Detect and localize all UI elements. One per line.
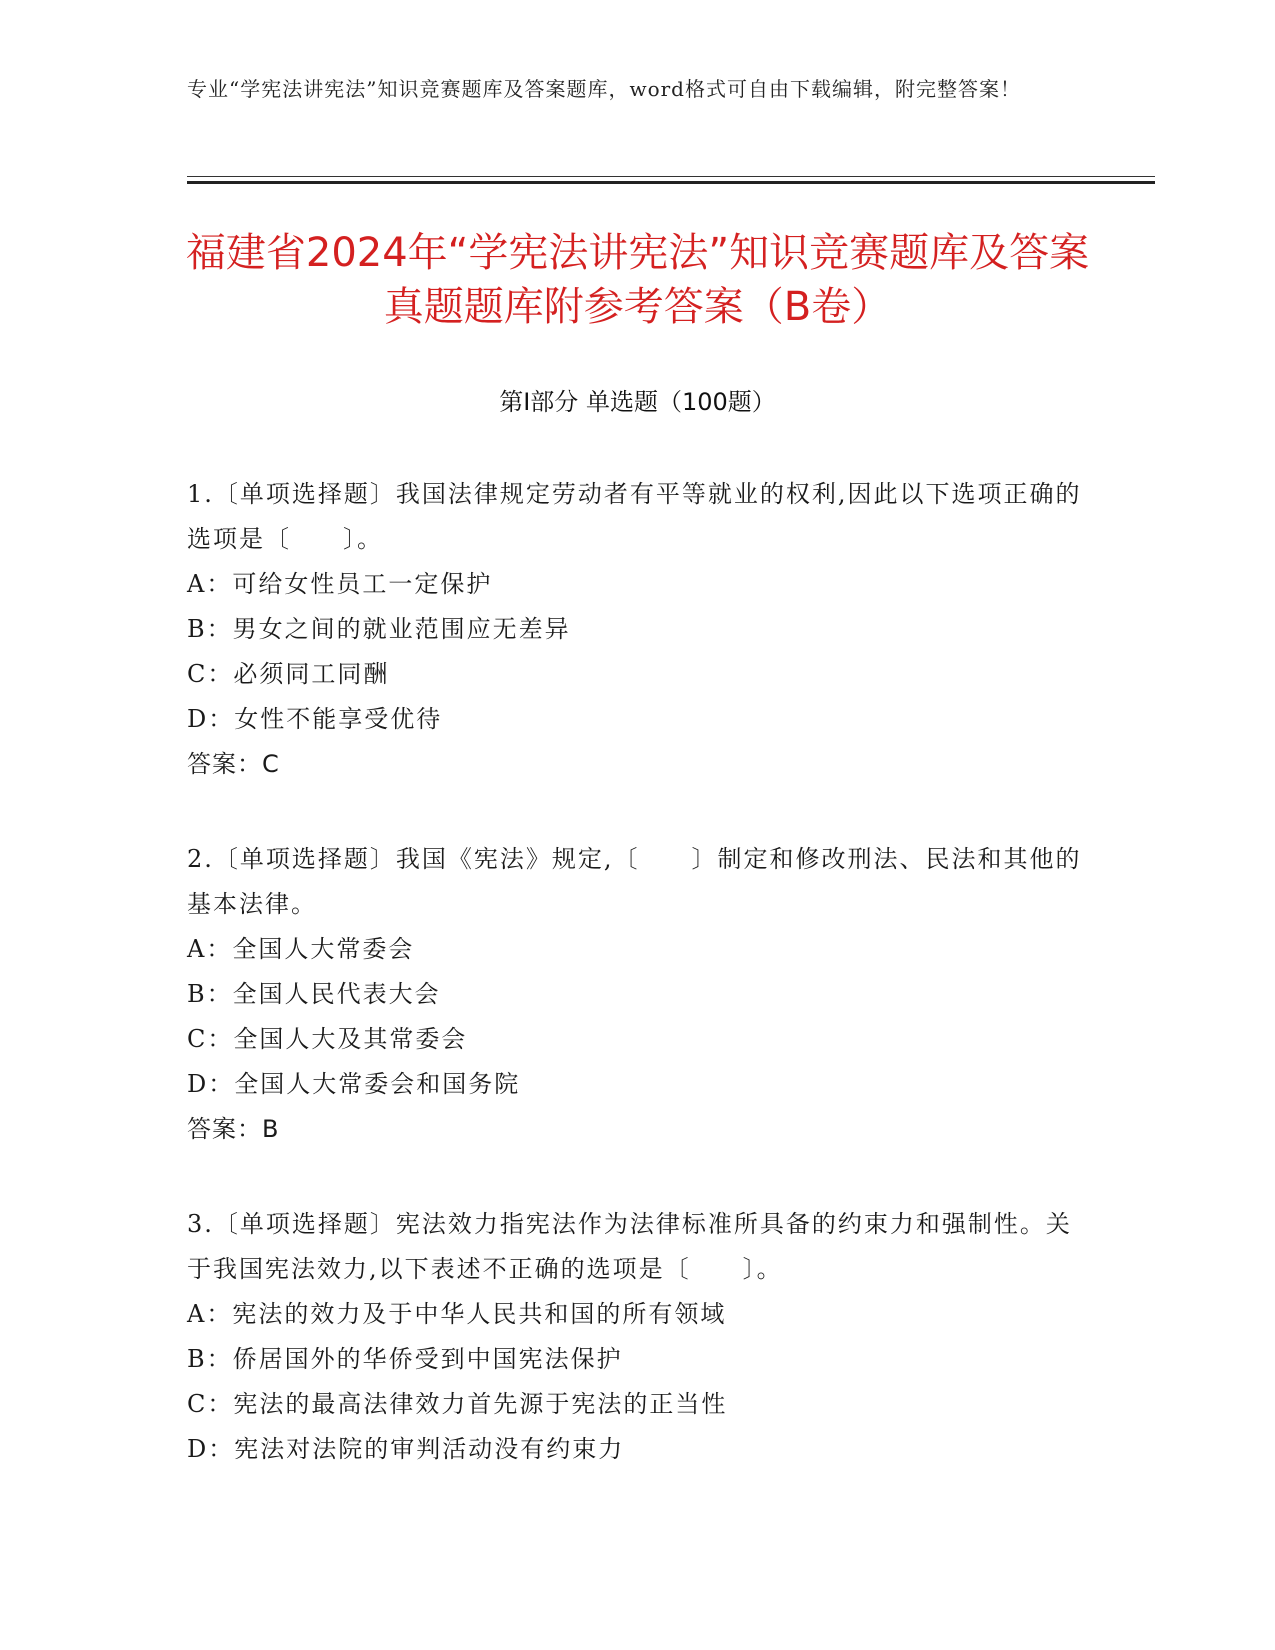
option-d: D：宪法对法院的审判活动没有约束力 bbox=[187, 1435, 625, 1463]
option-b: B：全国人民代表大会 bbox=[187, 980, 441, 1008]
option-a: A：可给女性员工一定保护 bbox=[187, 570, 493, 598]
question-item bbox=[187, 1202, 1087, 1472]
option-c: C：必须同工同酬 bbox=[187, 660, 390, 688]
header-note: 专业“学宪法讲宪法”知识竞赛题库及答案题库，word格式可自由下载编辑，附完整答案！ bbox=[187, 77, 1021, 101]
section-heading: 第Ⅰ部分 单选题（100题） bbox=[499, 388, 776, 416]
option-a: A：全国人大常委会 bbox=[187, 935, 415, 963]
answer-line: 答案：B bbox=[187, 1115, 280, 1143]
question-item bbox=[187, 837, 1087, 1152]
option-a: A：宪法的效力及于中华人民共和国的所有领域 bbox=[187, 1300, 727, 1328]
answer-line: 答案：C bbox=[187, 750, 280, 778]
option-c: C：全国人大及其常委会 bbox=[187, 1025, 468, 1053]
question-stem: 2.〔单项选择题〕我国《宪法》规定,〔 〕制定和修改刑法、民法和其他的基本法律。 bbox=[187, 845, 1082, 918]
option-c: C：宪法的最高法律效力首先源于宪法的正当性 bbox=[187, 1390, 728, 1418]
option-d: D：女性不能享受优待 bbox=[187, 705, 443, 733]
question-stem: 1.〔单项选择题〕我国法律规定劳动者有平等就业的权利,因此以下选项正确的选项是〔 〕。 bbox=[187, 480, 1082, 553]
header-divider-thick bbox=[187, 181, 1155, 184]
document-title: 福建省2024年“学宪法讲宪法”知识竞赛题库及答案真题题库附参考答案（B卷） bbox=[185, 230, 1090, 330]
question-stem: 3.〔单项选择题〕宪法效力指宪法作为法律标准所具备的约束力和强制性。关于我国宪法效力,以下表述不正确的选项是〔 〕。 bbox=[187, 1210, 1072, 1283]
option-b: B：男女之间的就业范围应无差异 bbox=[187, 615, 571, 643]
header-divider-thin bbox=[187, 176, 1155, 177]
option-b: B：侨居国外的华侨受到中国宪法保护 bbox=[187, 1345, 623, 1373]
option-d: D：全国人大常委会和国务院 bbox=[187, 1070, 521, 1098]
question-item bbox=[187, 472, 1087, 787]
